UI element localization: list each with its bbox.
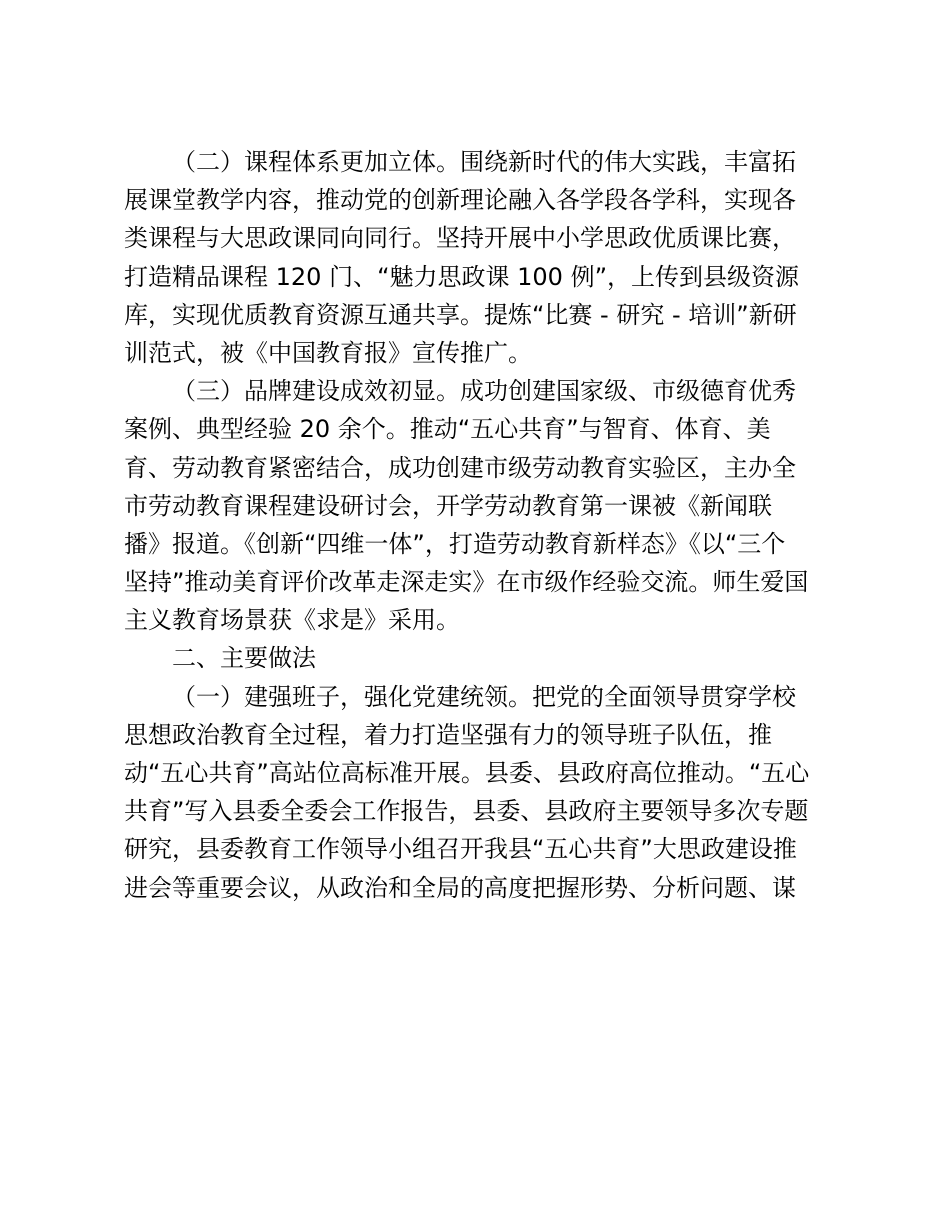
paragraph (124, 143, 836, 372)
paragraph (124, 372, 836, 639)
text-line: 库，实现优质教育资源互通共享。提炼“比赛 - 研究 - 培训”新研 (124, 300, 797, 329)
text-line: （二）课程体系更加立体。围绕新时代的伟大实践，丰富拓 (172, 148, 796, 176)
text-line: 播》报道。《创新“四维一体”，打造劳动教育新样态》《以“三个 (124, 529, 786, 558)
text-line: 共育”写入县委全委会工作报告，县委、县政府主要领导多次专题 (124, 797, 809, 826)
text-line: 主义教育场景获《求是》采用。 (124, 606, 460, 635)
text-line: 进会等重要会议，从政治和全局的高度把握形势、分析问题、谋 (124, 873, 796, 902)
text-line: 市劳动教育课程建设研讨会，开学劳动教育第一课被《新闻联 (124, 491, 772, 520)
text-line: 案例、典型经验 20 余个。推动“五心共育”与智育、体育、美 (124, 415, 771, 444)
document-body (124, 143, 836, 907)
text-line: （一）建强班子，强化党建统领。把党的全面领导贯穿学校 (172, 682, 796, 711)
text-line: 类课程与大思政课同向同行。坚持开展中小学思政优质课比赛， (124, 224, 796, 253)
text-line: 研究，县委教育工作领导小组召开我县“五心共育”大思政建设推 (124, 835, 797, 864)
text-line: 育、劳动教育紧密结合，成功创建市级劳动教育实验区，主办全 (124, 453, 796, 482)
text-line: （三）品牌建设成效初显。成功创建国家级、市级德育优秀 (172, 377, 796, 406)
paragraph (124, 678, 836, 907)
text-line: 训范式，被《中国教育报》宣传推广。 (124, 338, 532, 367)
text-line: 动“五心共育”高站位高标准开展。县委、县政府高位推动。“五心 (124, 759, 810, 787)
text-line: 思想政治教育全过程，着力打造坚强有力的领导班子队伍，推 (124, 720, 772, 749)
text-line: 打造精品课程 120 门、“魅力思政课 100 例”，上传到县级资源 (124, 262, 799, 291)
text-line: 坚持”推动美育评价改革走深走实》在市级作经验交流。师生爱国 (124, 568, 809, 597)
text-line: 展课堂教学内容，推动党的创新理论融入各学段各学科，实现各 (124, 186, 796, 215)
text-line: 二、主要做法 (172, 644, 316, 673)
paragraph (124, 639, 836, 677)
